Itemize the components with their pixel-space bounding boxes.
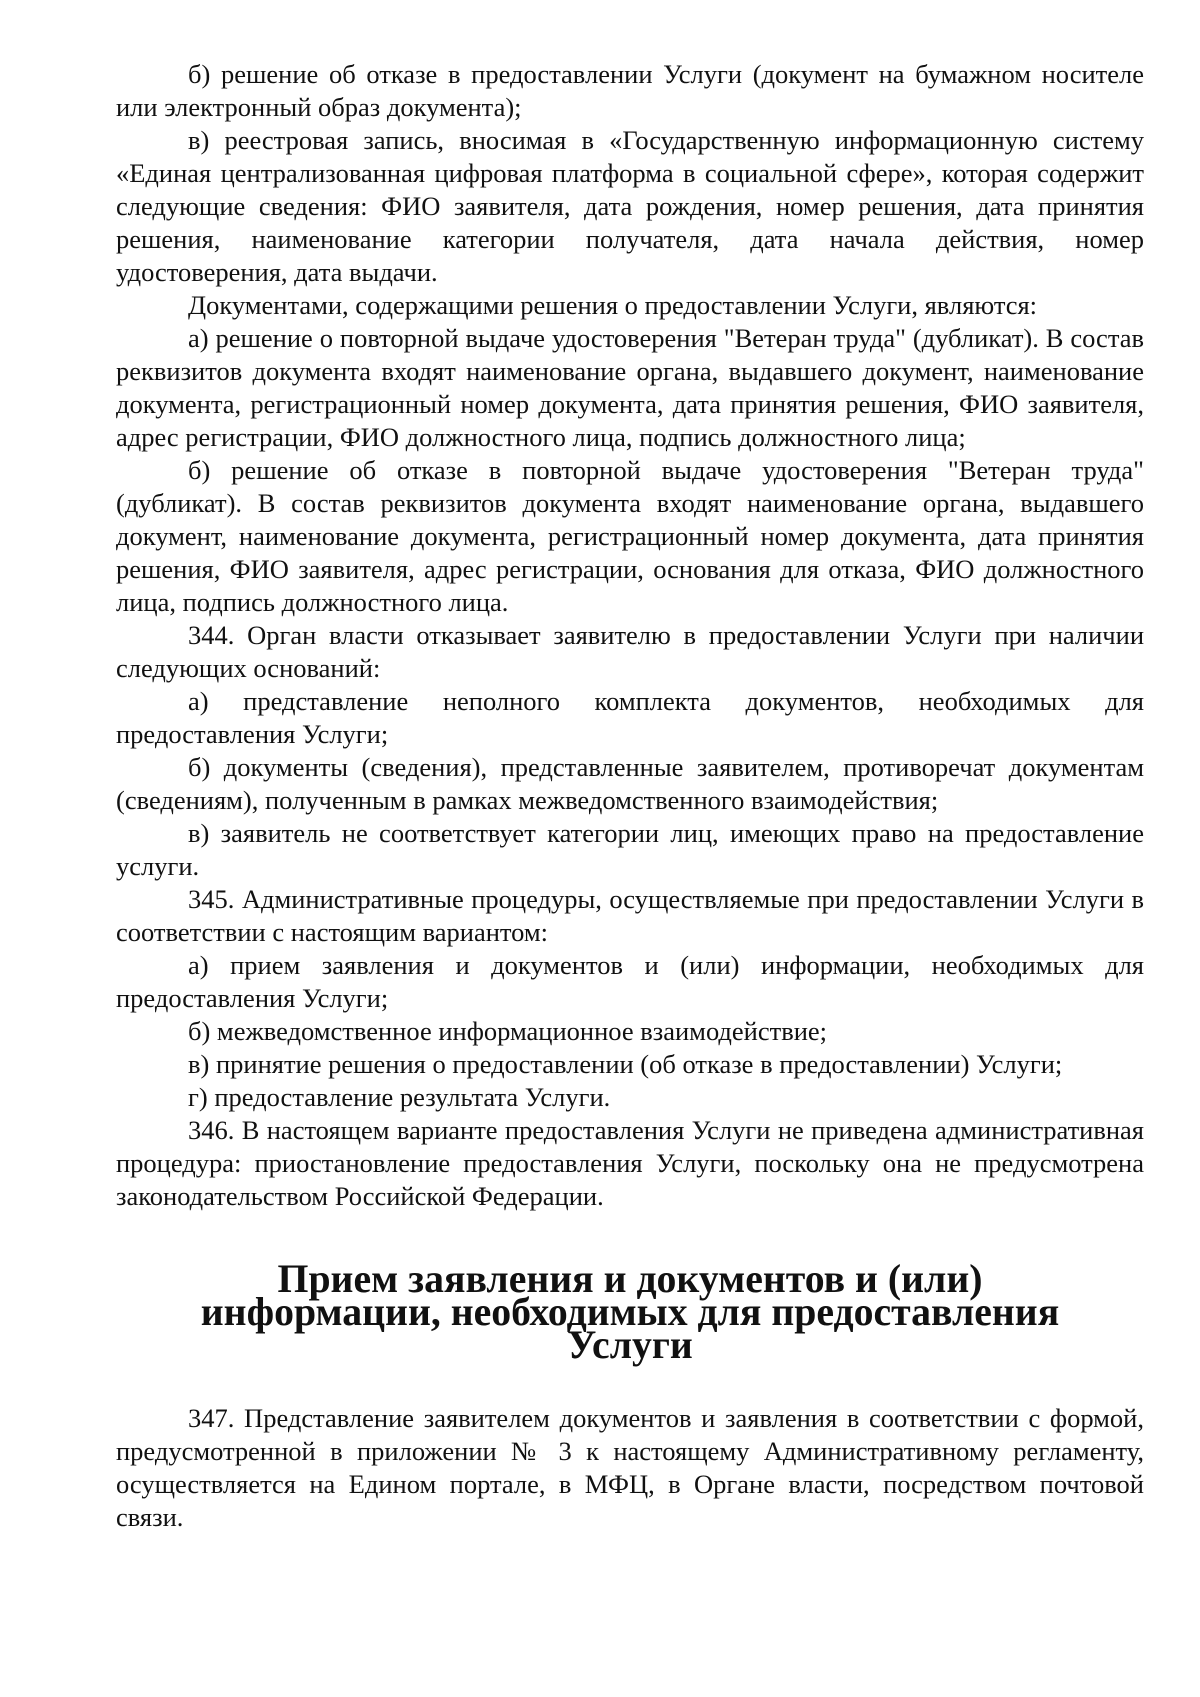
- paragraph: г) предоставление результата Услуги.: [188, 1082, 611, 1112]
- paragraph: б) решение об отказе в предоставлении Услуги (документ на бумажном носителе или электронный образ документа);: [116, 59, 1144, 122]
- paragraph: б) решение об отказе в повторной выдаче удостоверения "Ветеран труда" (дубликат). В состав реквизитов документа входят наименование органа, выдавшего документ, наименование документа, регистрационный номер документа, дата принятия решения, ФИО заявителя, адрес регистрации, основания для отказа, ФИО должностного лица, подпись должностного лица.: [116, 455, 1144, 617]
- paragraph: 344. Орган власти отказывает заявителю в предоставлении Услуги при наличии следующих оснований:: [116, 620, 1144, 683]
- paragraph: а) прием заявления и документов и (или) информации, необходимых для предоставления Услуги;: [116, 950, 1144, 1013]
- section-heading: Прием заявления и документов и (или) информации, необходимых для предоставления Услуги: [200, 1257, 1060, 1367]
- paragraph: в) заявитель не соответствует категории лиц, имеющих право на предоставление услуги.: [116, 818, 1144, 881]
- document-page: [116, 58, 1144, 1534]
- paragraph: 347. Представление заявителем документов и заявления в соответствии с формой, предусмотренной в приложении № 3 к настоящему Административному регламенту, осуществляется на Едином портале, в МФЦ, в Органе власти, посредством почтовой связи.: [116, 1403, 1144, 1532]
- paragraph: а) решение о повторной выдаче удостоверения "Ветеран труда" (дубликат). В состав реквизитов документа входят наименование органа, выдавшего документ, наименование документа, регистрационный номер документа, дата принятия решения, ФИО заявителя, адрес регистрации, ФИО должностного лица, подпись должностного лица;: [116, 323, 1144, 452]
- paragraph: 346. В настоящем варианте предоставления Услуги не приведена административная процедура: приостановление предоставления Услуги, поскольку она не предусмотрена законодательством Российской Федерации.: [116, 1115, 1144, 1211]
- paragraph: Документами, содержащими решения о предоставлении Услуги, являются:: [188, 290, 1038, 320]
- paragraph: в) реестровая запись, вносимая в «Государственную информационную систему «Единая централизованная цифровая платформа в социальной сфере», которая содержит следующие сведения: ФИО заявителя, дата рождения, номер решения, дата принятия решения, наименование категории получателя, дата начала действия, номер удостоверения, дата выдачи.: [116, 125, 1144, 287]
- paragraph: в) принятие решения о предоставлении (об отказе в предоставлении) Услуги;: [188, 1049, 1063, 1079]
- paragraph: а) представление неполного комплекта документов, необходимых для предоставления Услуги;: [116, 686, 1144, 749]
- paragraph: б) межведомственное информационное взаимодействие;: [188, 1016, 828, 1046]
- paragraph: б) документы (сведения), представленные заявителем, противоречат документам (сведениям), полученным в рамках межведомственного взаимодействия;: [116, 752, 1144, 815]
- paragraph: 345. Административные процедуры, осуществляемые при предоставлении Услуги в соответствии с настоящим вариантом:: [116, 884, 1144, 947]
